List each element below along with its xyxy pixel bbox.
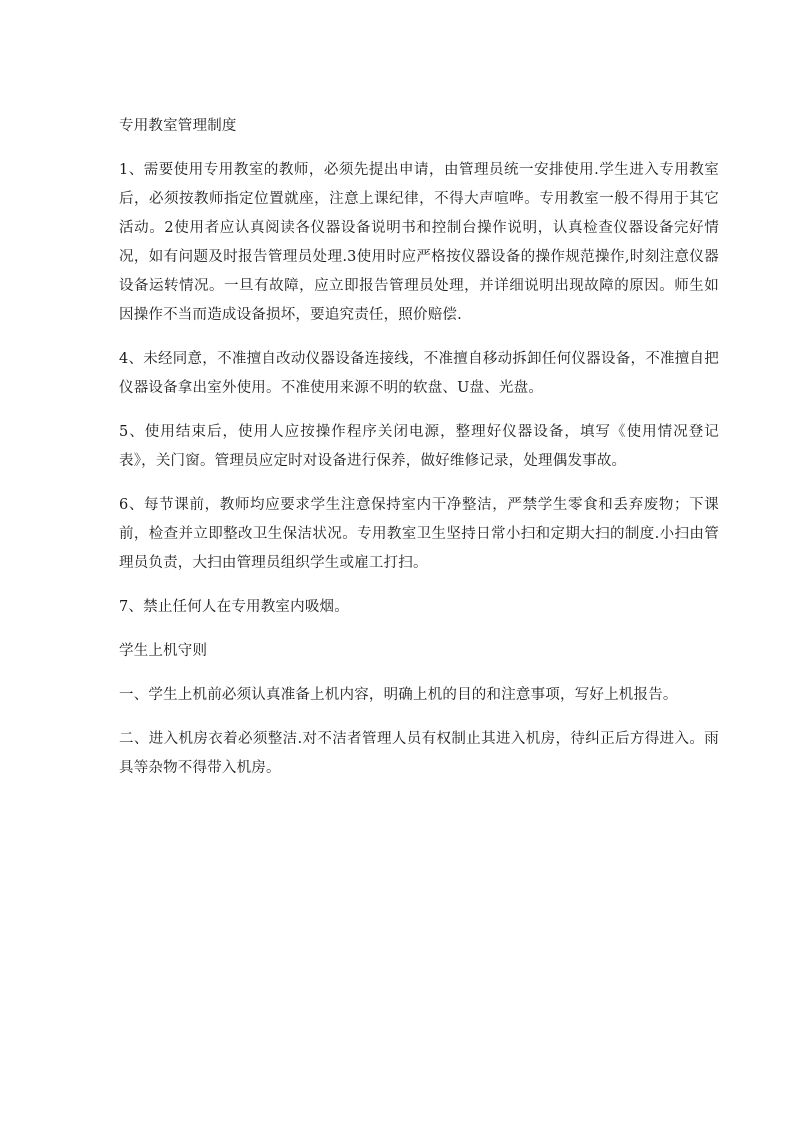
- paragraph-rule-4: 4、未经同意，不准擅自改动仪器设备连接线，不准擅自移动拆卸任何仪器设备，不准擅自把仪器设备拿出室外使用。不准使用来源不明的软盘、U盘、光盘。: [119, 351, 719, 396]
- section-title-classroom-rules: 专用教室管理制度: [119, 118, 237, 134]
- document-body: [119, 112, 719, 783]
- paragraph-rule-1: 1、需要使用专用教室的教师，必须先提出申请，由管理员统一安排使用.学生进入专用教室后，必须按教师指定位置就座，注意上课纪律，不得大声喧哗。专用教室一般不得用于其它活动。2使用者应认真阅读各仪器设备说明书和控制台操作说明，认真检查仪器设备完好情况，如有问题及时报告管理员处理.3使用时应严格按仪器设备的操作规范操作,时刻注意仪器设备运转情况。一旦有故障，应立即报告管理员处理，并详细说明出现故障的原因。师生如因操作不当而造成设备损坏，要追究责任，照价赔偿.: [119, 162, 719, 323]
- paragraph-lab-rule-2: 二、进入机房衣着必须整洁.对不洁者管理人员有权制止其进入机房，待纠正后方得进入。雨具等杂物不得带入机房。: [119, 731, 719, 776]
- paragraph-rule-7: 7、禁止任何人在专用教室内吸烟。: [119, 599, 349, 615]
- section-title-computer-lab-rules: 学生上机守则: [119, 643, 208, 659]
- paragraph-rule-6: 6、每节课前，教师均应要求学生注意保持室内干净整洁，严禁学生零食和丢弃废物；下课前，检查并立即整改卫生保洁状况。专用教室卫生坚持日常小扫和定期大扫的制度.小扫由管理员负责，大扫由管理员组织学生或雇工打扫。: [119, 497, 719, 571]
- paragraph-lab-rule-1: 一、学生上机前必须认真准备上机内容，明确上机的目的和注意事项，写好上机报告。: [119, 687, 678, 703]
- paragraph-rule-5: 5、使用结束后，使用人应按操作程序关闭电源，整理好仪器设备，填写《使用情况登记表》，关门窗。管理员应定时对设备进行保养，做好维修记录，处理偶发事故。: [119, 424, 719, 469]
